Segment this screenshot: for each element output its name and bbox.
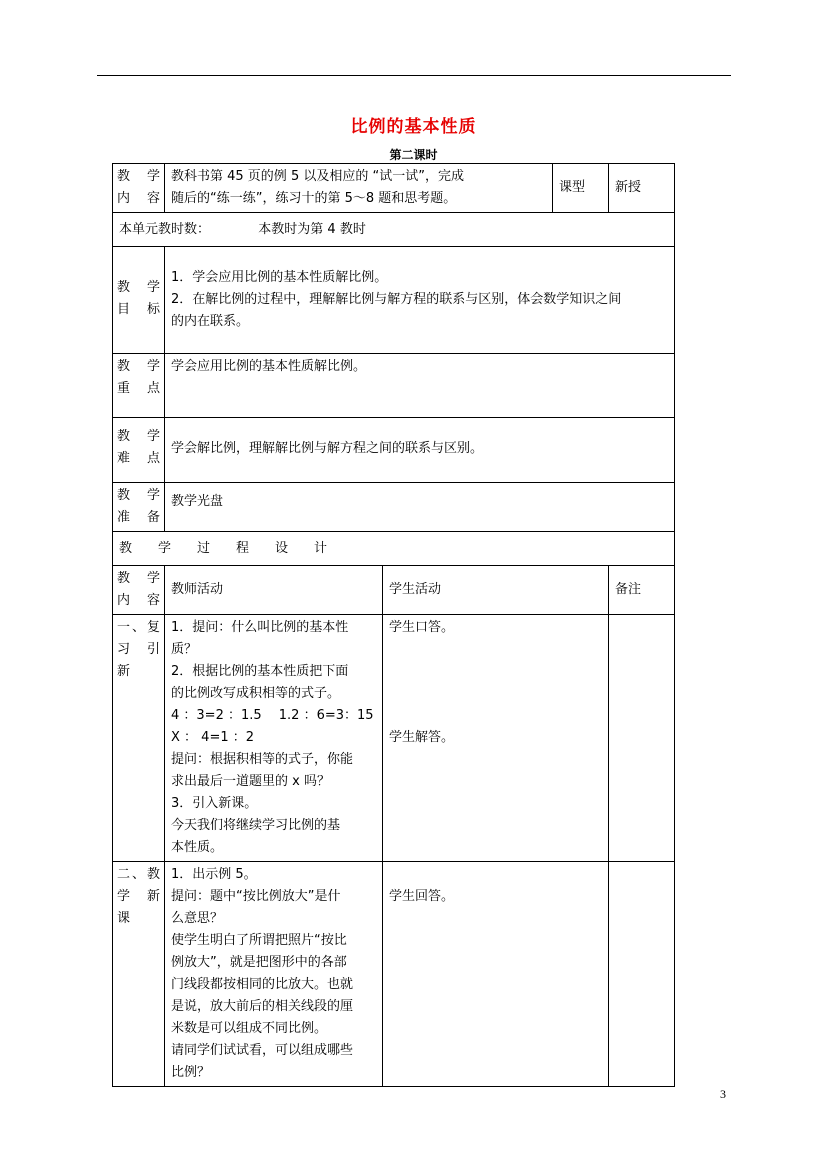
page-number: 3 bbox=[720, 1087, 726, 1101]
preparation-label: 教 学 准备 bbox=[113, 483, 165, 532]
preparation-row bbox=[113, 483, 675, 532]
goals-text: 1．学会应用比例的基本性质解比例。 2．在解比例的过程中，理解解比例与解方程的联系与区别，体会数学知识之间 的内在联系。 bbox=[165, 247, 675, 354]
column-teacher: 教师活动 bbox=[165, 566, 383, 615]
difficulties-text: 学会解比例，理解解比例与解方程之间的联系与区别。 bbox=[165, 418, 675, 483]
unit-hours-value: 本教时为第 4 教时 bbox=[258, 221, 366, 237]
step-notes bbox=[609, 862, 675, 1087]
header-rule bbox=[97, 75, 731, 76]
column-notes: 备注 bbox=[609, 566, 675, 615]
content-text: 教科书第 45 页的例 5 以及相应的 “试一试”，完成 随后的“练一练”，练习十的第 5～8 题和思考题。 bbox=[165, 164, 553, 213]
content-row bbox=[113, 164, 675, 213]
step-row-review bbox=[113, 615, 675, 862]
key-points-row bbox=[113, 354, 675, 418]
key-points-text: 学会应用比例的基本性质解比例。 bbox=[165, 354, 675, 418]
step-student-activity: 学生回答。 bbox=[383, 862, 609, 1087]
unit-hours-cell bbox=[113, 213, 675, 247]
step-row-new-lesson bbox=[113, 862, 675, 1087]
column-student: 学生活动 bbox=[383, 566, 609, 615]
process-header-row bbox=[113, 532, 675, 566]
step-student-activity: 学生口答。 学生解答。 bbox=[383, 615, 609, 862]
lesson-plan-table bbox=[112, 163, 675, 1087]
goals-label: 教 学 目标 bbox=[113, 247, 165, 354]
column-header-row bbox=[113, 566, 675, 615]
step-notes bbox=[609, 615, 675, 862]
document-title: 比例的基本性质 bbox=[350, 117, 477, 137]
process-header: 教学过程设计 bbox=[113, 532, 675, 566]
step-teacher-activity: 1．出示例 5。 提问：题中“按比例放大”是什 么意思？ 使学生明白了所谓把照片“按比 例放大”，就是把图形中的各部 门线段都按相同的比放大。也就 是说，放大前后的相关线段的厘 米数是可以组成不同比例。 请同学们试试看，可以组成哪些 比例？ bbox=[165, 862, 383, 1087]
unit-hours-label: 本单元教时数： bbox=[119, 221, 211, 237]
lesson-type-label: 课型 bbox=[553, 164, 609, 213]
content-label: 教 学 内容 bbox=[113, 164, 165, 213]
goals-row bbox=[113, 247, 675, 354]
unit-hours-row bbox=[113, 213, 675, 247]
lesson-subtitle: 第二课时 bbox=[389, 148, 438, 162]
step-label: 一、复 习 引 新 bbox=[113, 615, 165, 862]
difficulties-label: 教 学 难点 bbox=[113, 418, 165, 483]
step-label: 二、教 学 新 课 bbox=[113, 862, 165, 1087]
difficulties-row bbox=[113, 418, 675, 483]
lesson-type-value: 新授 bbox=[609, 164, 675, 213]
step-teacher-activity: 1．提问：什么叫比例的基本性 质？ 2．根据比例的基本性质把下面 的比例改写成积相等的式子。 4 ：3=2 ：1.5 1.2 ：6=3：15 X ： 4=1 ：2 提问：根据积相等的式子，你能 求出最后一道题里的 x 吗？ 3．引入新课。 今天我们将继续学习比例的基 本性质。 bbox=[165, 615, 383, 862]
column-content: 教 学 内容 bbox=[113, 566, 165, 615]
preparation-text: 教学光盘 bbox=[165, 483, 675, 532]
key-points-label: 教 学 重点 bbox=[113, 354, 165, 418]
